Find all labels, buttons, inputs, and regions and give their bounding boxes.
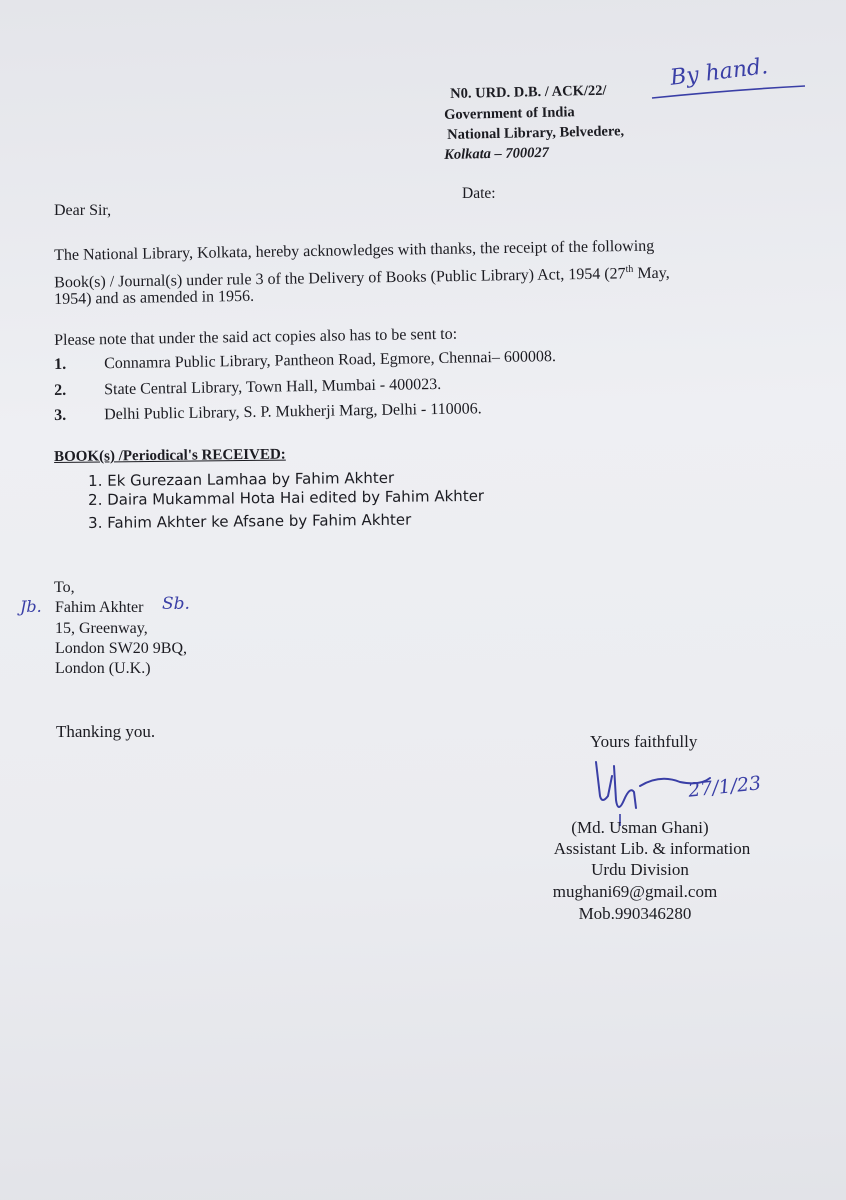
recipient-name: Fahim Akhter xyxy=(55,599,144,616)
signatory-mobile: Mob.990346280 xyxy=(578,904,692,923)
header-city: Kolkata – 700027 xyxy=(444,144,550,163)
book-item: 2. Daira Mukammal Hota Hai edited by Fahim Akhter xyxy=(88,486,485,509)
header-government: Government of India xyxy=(444,104,575,123)
address-line-1: 15, Greenway, xyxy=(55,620,148,637)
intro-line-2: Book(s) / Journal(s) under rule 3 of the Delivery of Books (Public Library) Act, 1954 (27th May, xyxy=(54,263,670,292)
signature-date: 27/1/23 xyxy=(687,772,763,802)
handwritten-by-hand: By hand. xyxy=(668,54,770,91)
book-item: 1. Ek Gurezaan Lamhaa by Fahim Akhter xyxy=(88,468,395,490)
yours-faithfully: Yours faithfully xyxy=(590,732,698,751)
salutation: Dear Sir, xyxy=(54,202,112,219)
reference-number: N0. URD. D.B. / ACK/22/ xyxy=(450,82,607,102)
signatory-name: (Md. Usman Ghani) xyxy=(571,818,709,837)
copies-item: 2. State Central Library, Town Hall, Mumbai - 400023. xyxy=(54,375,442,399)
thanking-you: Thanking you. xyxy=(56,722,156,741)
book-item: 3. Fahim Akhter ke Afsane by Fahim Akhter xyxy=(88,510,412,532)
date-label: Date: xyxy=(462,185,496,202)
address-line-2: London SW20 9BQ, xyxy=(55,640,187,657)
copies-heading: Please note that under the said act copies also has to be sent to: xyxy=(54,325,458,349)
signatory-email: mughani69@gmail.com xyxy=(552,882,718,901)
copies-item: 3. Delhi Public Library, S. P. Mukherji Marg, Delhi - 110006. xyxy=(54,400,482,424)
address-to: To, xyxy=(54,579,75,596)
signatory-title: Assistant Lib. & information xyxy=(553,839,751,858)
handwritten-suffix: Sb. xyxy=(162,594,190,614)
intro-line-3: 1954) and as amended in 1956. xyxy=(54,287,255,308)
books-heading: BOOK(s) /Periodical's RECEIVED: xyxy=(54,446,286,465)
intro-line-1: The National Library, Kolkata, hereby acknowledges with thanks, the receipt of the following xyxy=(54,237,655,264)
copies-item: 1. Connamra Public Library, Pantheon Road, Egmore, Chennai– 600008. xyxy=(54,348,557,373)
signatory-division: Urdu Division xyxy=(591,860,689,879)
handwritten-prefix: Jb. xyxy=(20,597,42,616)
address-line-3: London (U.K.) xyxy=(55,660,151,677)
handwritten-underline xyxy=(650,82,810,102)
header-library: National Library, Belvedere, xyxy=(447,123,625,143)
